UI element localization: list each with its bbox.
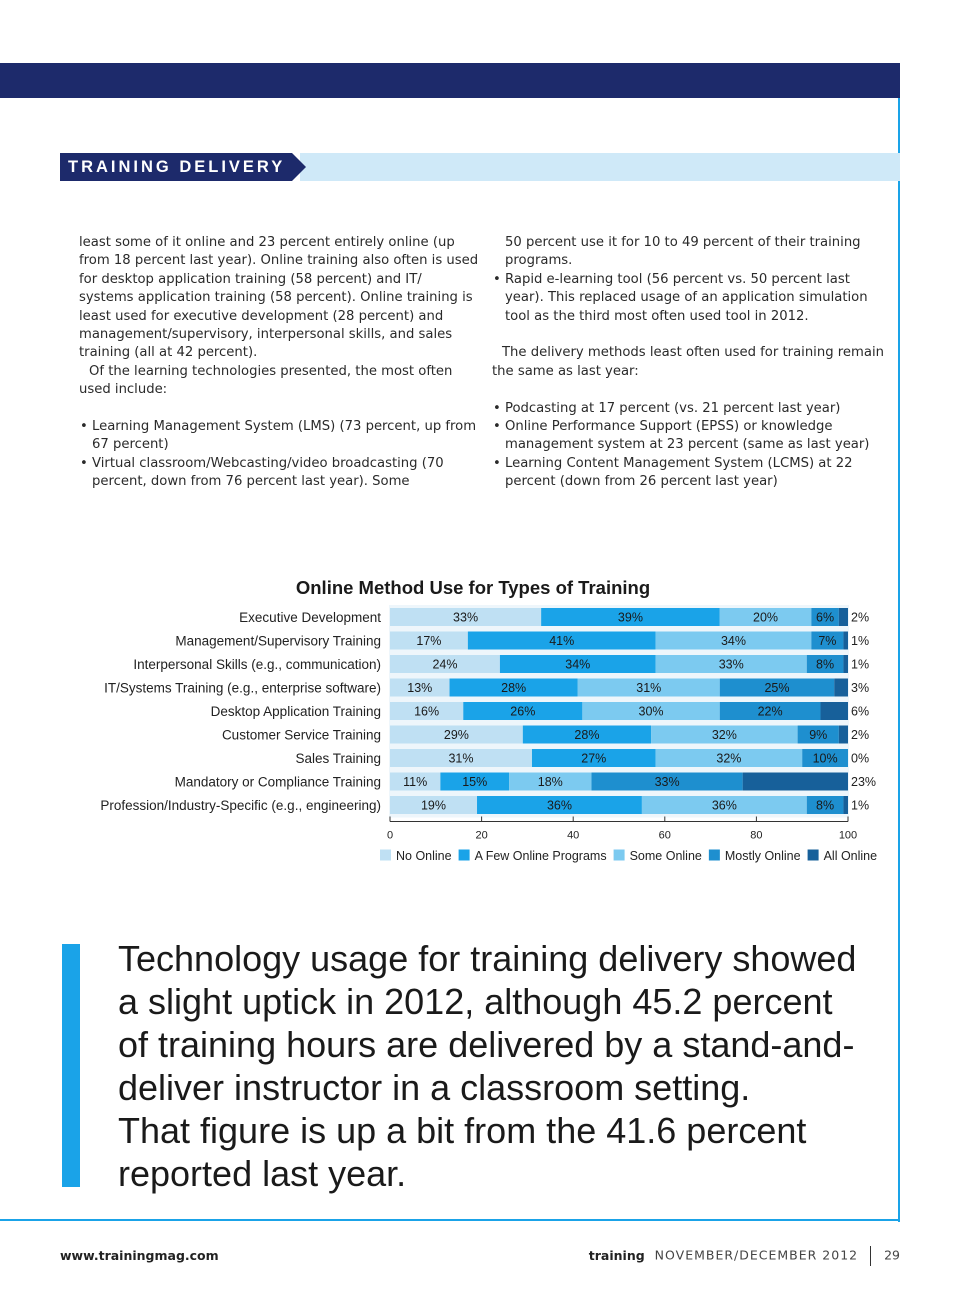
bar-segment xyxy=(843,632,848,650)
pull-quote-line: That figure is up a bit from the 41.6 percent xyxy=(118,1110,807,1151)
data-label: 1% xyxy=(851,798,870,813)
pull-quote-line: a slight uptick in 2012, although 45.2 percent xyxy=(118,981,833,1022)
legend-swatch xyxy=(459,850,470,861)
data-label: 33% xyxy=(654,775,680,789)
data-label: 10% xyxy=(812,751,838,766)
legend-swatch xyxy=(380,850,391,861)
left-bullet-item: • Virtual classroom/Webcasting/video broadcasting (70 percent, down from 76 percent last year). Some xyxy=(79,455,479,492)
data-label: 0% xyxy=(851,751,870,766)
left-bullet-item: • Learning Management System (LMS) (73 percent, up from 67 percent) xyxy=(79,418,479,455)
data-label: 28% xyxy=(574,728,600,742)
category-label: Sales Training xyxy=(295,751,381,766)
data-label: 31% xyxy=(636,681,662,695)
category-label: Mandatory or Compliance Training xyxy=(174,774,381,790)
right-continued-text: 50 percent use it for 10 to 49 percent of their training programs. xyxy=(505,235,861,269)
data-label: 39% xyxy=(617,610,643,625)
data-label: 32% xyxy=(716,751,742,766)
pull-quote-line: of training hours are delivered by a stand-and- xyxy=(118,1024,855,1065)
bar-segment xyxy=(839,726,848,744)
category-label: Executive Development xyxy=(239,610,381,625)
stacked-bar-chart xyxy=(0,570,960,870)
pull-quote xyxy=(118,937,878,1195)
data-label: 7% xyxy=(818,634,837,648)
data-label: 6% xyxy=(851,704,870,719)
bar-segment xyxy=(843,796,848,814)
data-label: 18% xyxy=(537,775,563,789)
data-label: 11% xyxy=(403,775,428,789)
right-bullet-item: • Podcasting at 17 percent (vs. 21 percent last year) xyxy=(492,400,892,418)
data-label: 33% xyxy=(718,657,744,672)
data-label: 1% xyxy=(851,657,870,672)
data-label: 33% xyxy=(453,610,479,625)
header-band xyxy=(0,63,900,98)
data-label: 29% xyxy=(443,728,469,742)
footer-issue: NOVEMBER/DECEMBER 2012 xyxy=(654,1247,859,1263)
legend-entry: No Online xyxy=(396,849,452,863)
x-tick-label: 0 xyxy=(386,829,394,842)
left-bullet-list xyxy=(79,418,479,492)
x-tick-label: 20 xyxy=(475,829,488,842)
bar-segment xyxy=(743,773,848,791)
right-bullet-item: • Learning Content Management System (LCMS) at 22 percent (down from 26 percent last year) xyxy=(492,455,892,492)
category-label: Profession/Industry-Specific (e.g., engineering) xyxy=(100,798,381,813)
legend-entry: A Few Online Programs xyxy=(474,849,607,863)
x-tick-label: 40 xyxy=(567,829,580,842)
data-label: 23% xyxy=(851,775,877,789)
right-bullet-item: • Rapid e-learning tool (56 percent vs. 50 percent last year). This replaced usage of an application simulation tool as the third most often used tool in 2012. xyxy=(492,271,892,326)
pull-quote-line: reported last year. xyxy=(118,1153,407,1194)
data-label: 17% xyxy=(416,634,442,648)
chart-title: Online Method Use for Types of Training xyxy=(295,577,651,598)
data-label: 34% xyxy=(720,634,747,648)
category-label: Customer Service Training xyxy=(221,727,381,743)
x-tick-label: 100 xyxy=(838,829,858,842)
page-number: 29 xyxy=(884,1247,900,1263)
legend-entry: Some Online xyxy=(629,849,702,863)
footer-right xyxy=(589,1246,900,1266)
footer-separator xyxy=(870,1246,871,1266)
right-bullet-list-2 xyxy=(492,400,892,492)
bar-segment xyxy=(821,702,848,720)
bottom-rule xyxy=(0,1219,900,1221)
bar-segment xyxy=(843,655,848,673)
x-tick-label: 60 xyxy=(658,829,671,842)
category-label: IT/Systems Training (e.g., enterprise software) xyxy=(104,680,381,696)
data-label: 26% xyxy=(510,704,536,719)
data-label: 1% xyxy=(851,634,870,648)
data-label: 41% xyxy=(549,634,575,648)
data-label: 36% xyxy=(711,798,737,813)
legend-entry: All Online xyxy=(823,849,878,863)
category-label: Interpersonal Skills (e.g., communication) xyxy=(133,657,381,672)
category-label: Desktop Application Training xyxy=(210,704,381,719)
data-label: 22% xyxy=(757,704,783,719)
data-label: 27% xyxy=(581,751,607,766)
data-label: 25% xyxy=(764,681,790,695)
data-label: 24% xyxy=(432,657,458,672)
data-label: 8% xyxy=(816,798,835,813)
data-label: 31% xyxy=(448,751,474,766)
data-label: 19% xyxy=(420,798,447,813)
bar-segment xyxy=(834,679,848,697)
data-label: 32% xyxy=(711,728,737,742)
bar-segment xyxy=(839,608,848,626)
left-paragraph-2: Of the learning technologies presented, the most often used include: xyxy=(79,363,453,398)
legend-entry: Mostly Online xyxy=(724,849,801,863)
section-label: TRAINING DELIVERY xyxy=(68,158,286,176)
data-label: 2% xyxy=(851,610,870,625)
right-bullet-item: • Online Performance Support (EPSS) or knowledge management system at 23 percent (same as last year) xyxy=(492,418,892,455)
data-label: 8% xyxy=(816,657,835,672)
data-label: 30% xyxy=(638,704,664,719)
footer-brand: training xyxy=(588,1247,645,1263)
data-label: 9% xyxy=(809,728,828,742)
section-strip xyxy=(300,153,900,181)
data-label: 3% xyxy=(851,681,870,695)
data-label: 20% xyxy=(753,610,779,625)
data-label: 36% xyxy=(546,798,572,813)
left-paragraph-1: least some of it online and 23 percent entirely online (up from 18 percent last year). Online training also often is used for desktop application training (58 percent) and IT/ systems application training (58 percent). Online training is least used for executive development (28 percent) and management/supervisory, interpersonal skills, and sales training (all at 42 percent). xyxy=(79,235,479,361)
footer-url: www.trainingmag.com xyxy=(60,1248,219,1263)
x-tick-label: 80 xyxy=(750,829,763,842)
data-label: 16% xyxy=(414,704,440,719)
legend-swatch xyxy=(808,850,819,861)
right-bullet-list-1 xyxy=(492,271,892,326)
pull-quote-line: Technology usage for training delivery showed xyxy=(118,938,857,979)
right-paragraph: The delivery methods least often used for training remain the same as last year: xyxy=(492,345,884,379)
left-column xyxy=(79,234,479,492)
data-label: 15% xyxy=(462,775,488,789)
pull-quote-line: deliver instructor in a classroom setting. xyxy=(118,1067,751,1108)
data-label: 6% xyxy=(816,610,835,625)
pull-quote-bar xyxy=(62,944,80,1187)
data-label: 2% xyxy=(851,728,870,742)
legend-swatch xyxy=(614,850,625,861)
category-label: Management/Supervisory Training xyxy=(175,633,381,649)
data-label: 13% xyxy=(407,681,433,695)
legend-swatch xyxy=(709,850,720,861)
right-column xyxy=(492,234,892,492)
data-label: 28% xyxy=(501,681,527,695)
data-label: 34% xyxy=(565,657,591,672)
